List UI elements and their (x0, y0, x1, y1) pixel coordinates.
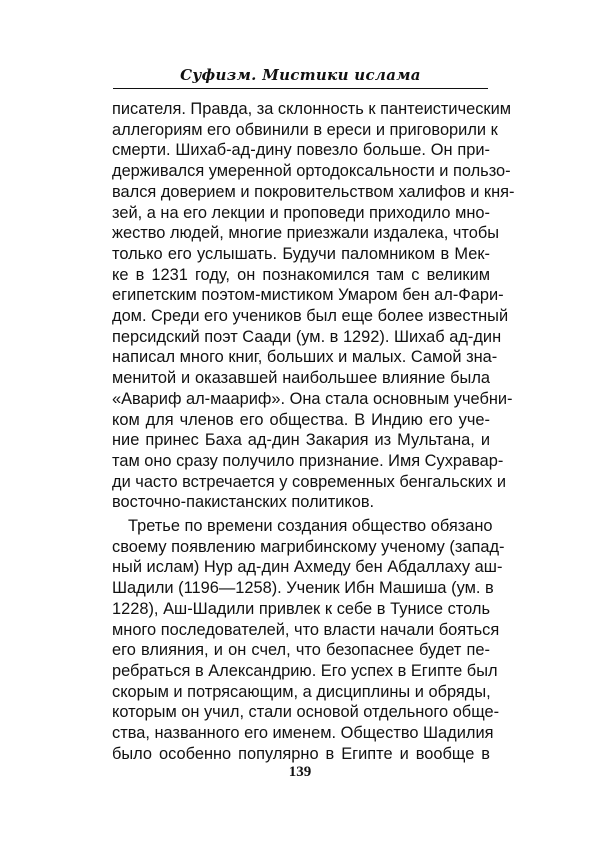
text-line: которым он учил, стали основой отдельного обще- (112, 703, 500, 722)
text-line: 1228), Аш-Шадили привлек к себе в Тунисе столь (112, 599, 490, 618)
text-line: ребраться в Александрию. Его успех в Египте был (112, 661, 498, 680)
text-line: аллегориям его обвинили в ереси и приговорили к (112, 120, 498, 139)
text-line: Шадили (1196—1258). Ученик Ибн Машиша (ум. в (112, 579, 494, 598)
text-line: ние принес Баха ад-дин Закария из Мультана, и (112, 431, 490, 450)
text-line: держивался умеренной ортодоксальности и пользо- (112, 162, 511, 181)
text-line: было особенно популярно в Египте и вообще в (112, 744, 490, 763)
text-line: ди часто встречается у современных бенгальских и (112, 472, 507, 491)
text-line: зей, а на его лекции и проповеди приходило мно- (112, 203, 490, 222)
running-title: Суфизм. Мистики ислама (180, 66, 421, 84)
text-line: написал много книг, больших и малых. Самой зна- (112, 348, 498, 367)
text-line: восточно-пакистанских политиков. (112, 493, 375, 512)
paragraph-2 (112, 516, 505, 764)
text-line: жество людей, многие приезжали издалека, чтобы (112, 224, 499, 243)
text-line: ке в 1231 году, он познакомился там с великим (112, 265, 490, 284)
text-line: Третье по времени создания общество обязано (128, 517, 493, 536)
text-line: египетским поэтом-мистиком Умаром бен ал-Фари- (112, 286, 504, 305)
text-line: там оно сразу получило признание. Имя Сухравар- (112, 451, 504, 470)
text-line: только его услышать. Будучи паломником в Мек- (112, 244, 490, 263)
text-line: ный ислам) Нур ад-дин Ахмеду бен Абдаллаху аш- (112, 558, 503, 577)
text-line: своему появлению магрибинскому ученому (запад- (112, 537, 505, 556)
text-line: вался доверием и покровительством халифов и кня- (112, 182, 515, 201)
body-text (112, 99, 515, 765)
header-rule (113, 88, 488, 89)
text-line: «Авариф ал-маариф». Она стала основным учебни- (112, 389, 513, 408)
text-line: дом. Среди его учеников был еще более известный (112, 307, 509, 326)
text-line: персидский поэт Саади (ум. в 1292). Шихаб ад-дин (112, 327, 502, 346)
text-line: менитой и оказавшей наибольшее влияние была (112, 369, 490, 388)
text-line: его влияния, и он счел, что безопаснее будет пе- (112, 641, 490, 660)
paragraph-1 (112, 99, 515, 513)
text-line: скорым и потрясающим, а дисциплины и обряды, (112, 682, 491, 701)
text-line: ком для членов его общества. В Индию его уче- (112, 410, 490, 429)
page-number: 139 (288, 764, 312, 780)
text-line: смерти. Шихаб-ад-дину повезло больше. Он при- (112, 141, 490, 160)
text-line: ства, названного его именем. Общество Шадилия (112, 724, 494, 743)
text-line: писателя. Правда, за склонность к пантеистическим (112, 100, 512, 118)
text-line: много последователей, что власти начали бояться (112, 620, 500, 639)
